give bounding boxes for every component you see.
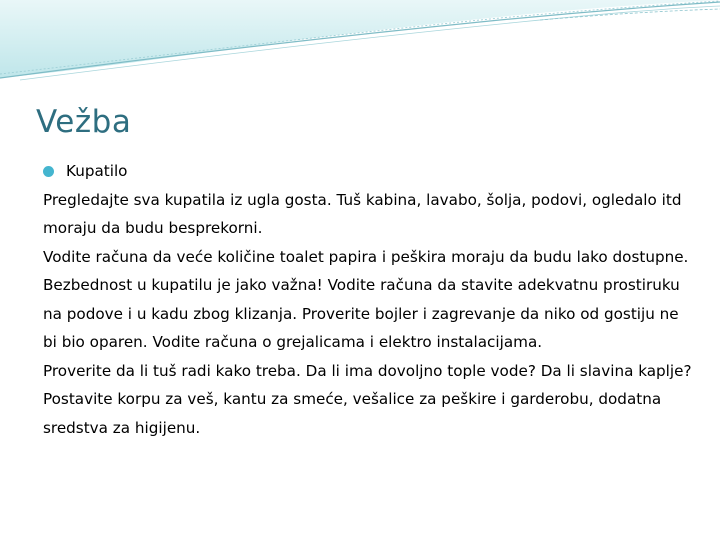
bullet-item (43, 157, 693, 186)
slide-body (43, 157, 693, 442)
paragraph-safety: Bezbednost u kupatilu je jako važna! Vodite računa da stavite adekvatnu prostiruku na podove i u kadu zbog klizanja. Proverite bojler i zagrevanje da niko od gostiju ne bi bio oparen. Vodite računa o grejalicama i elektro instalacijama. (43, 276, 680, 351)
paragraph-shower-check: Proverite da li tuš radi kako treba. Da li ima dovoljno tople vode? Da li slavina kaplje? (43, 361, 692, 380)
header-decoration (0, 0, 720, 90)
paragraph-supplies: Vodite računa da veće količine toalet papira i peškira moraju da budu lako dostupne. (43, 247, 689, 266)
slide-title: Vežba (36, 104, 132, 140)
paragraph-accessories: Postavite korpu za veš, kantu za smeće, vešalice za peškire i garderobu, dodatna sredstva za higijenu. (43, 390, 662, 437)
bullet-dot-icon (43, 166, 54, 177)
paragraph-inspection: Pregledajte sva kupatila iz ugla gosta. Tuš kabina, lavabo, šolja, podovi, ogledalo itd moraju da budu besprekorni. (43, 190, 682, 237)
bullet-text: Kupatilo (66, 162, 128, 180)
